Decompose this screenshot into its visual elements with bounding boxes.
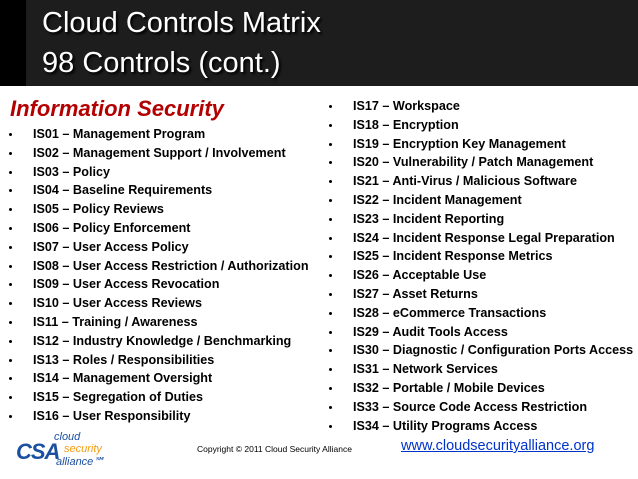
control-item xyxy=(353,343,633,362)
logo-word-security: security xyxy=(64,443,102,455)
control-item xyxy=(353,287,633,306)
bullet-icon xyxy=(329,180,332,183)
bullet-icon xyxy=(9,265,12,268)
bullet-icon xyxy=(9,359,12,362)
control-item xyxy=(33,165,309,184)
control-item xyxy=(353,362,633,381)
control-item-label: IS26 – Acceptable Use xyxy=(353,268,487,283)
bullet-icon xyxy=(9,246,12,249)
control-item xyxy=(33,315,309,334)
control-item-label: IS21 – Anti-Virus / Malicious Software xyxy=(353,174,577,189)
control-item xyxy=(353,118,633,137)
control-item-label: IS28 – eCommerce Transactions xyxy=(353,305,547,320)
control-item xyxy=(353,381,633,400)
bullet-icon xyxy=(329,406,332,409)
bullet-icon xyxy=(9,377,12,380)
logo-word-cloud: cloud xyxy=(54,431,81,443)
control-item-label: IS31 – Network Services xyxy=(353,362,498,377)
bullet-icon xyxy=(329,199,332,202)
control-item xyxy=(33,202,309,221)
csa-logo xyxy=(16,431,116,471)
control-item-label: IS32 – Portable / Mobile Devices xyxy=(353,380,545,395)
bullet-icon xyxy=(329,143,332,146)
bullet-icon xyxy=(329,368,332,371)
control-item-label: IS12 – Industry Knowledge / Benchmarking xyxy=(33,333,292,348)
control-item-label: IS29 – Audit Tools Access xyxy=(353,324,508,339)
slide-subtitle: 98 Controls (cont.) xyxy=(42,47,281,79)
bullet-icon xyxy=(329,124,332,127)
control-item xyxy=(353,155,633,174)
control-item-label: IS15 – Segregation of Duties xyxy=(33,390,204,405)
control-item xyxy=(353,99,633,118)
bullet-icon xyxy=(329,237,332,240)
control-item xyxy=(33,390,309,409)
bullet-icon xyxy=(9,283,12,286)
right-control-list xyxy=(353,99,633,437)
bullet-icon xyxy=(329,274,332,277)
control-item xyxy=(353,193,633,212)
control-item xyxy=(33,296,309,315)
control-item-label: IS30 – Diagnostic / Configuration Ports Access xyxy=(353,343,634,358)
bullet-icon xyxy=(329,161,332,164)
control-item xyxy=(353,174,633,193)
control-item-label: IS23 – Incident Reporting xyxy=(353,211,505,226)
control-item-label: IS07 – User Access Policy xyxy=(33,239,189,254)
bullet-icon xyxy=(9,133,12,136)
control-item-label: IS22 – Incident Management xyxy=(353,192,522,207)
control-item xyxy=(33,146,309,165)
control-item-label: IS01 – Management Program xyxy=(33,127,206,141)
bullet-icon xyxy=(9,340,12,343)
section-title: Information Security xyxy=(10,96,224,121)
control-item xyxy=(33,127,309,146)
control-item xyxy=(33,371,309,390)
title-bar-accent xyxy=(0,0,26,86)
control-item-label: IS04 – Baseline Requirements xyxy=(33,183,213,198)
control-item-label: IS18 – Encryption xyxy=(353,117,459,132)
control-item xyxy=(353,325,633,344)
copyright-text: Copyright © 2011 Cloud Security Alliance xyxy=(197,444,352,454)
bullet-icon xyxy=(9,227,12,230)
control-item-label: IS10 – User Access Reviews xyxy=(33,296,202,311)
control-item-label: IS27 – Asset Returns xyxy=(353,286,478,301)
bullet-icon xyxy=(329,255,332,258)
control-item xyxy=(353,400,633,419)
control-item xyxy=(33,277,309,296)
control-item xyxy=(353,231,633,250)
control-item-label: IS34 – Utility Programs Access xyxy=(353,418,538,433)
bullet-icon xyxy=(9,302,12,305)
control-item xyxy=(353,268,633,287)
left-control-list xyxy=(33,127,309,428)
control-item-label: IS25 – Incident Response Metrics xyxy=(353,249,553,264)
control-item-label: IS06 – Policy Enforcement xyxy=(33,220,191,235)
logo-word-alliance: alliance℠ xyxy=(56,456,105,468)
control-item-label: IS14 – Management Oversight xyxy=(33,371,213,386)
control-item-label: IS13 – Roles / Responsibilities xyxy=(33,352,215,367)
bullet-icon xyxy=(9,321,12,324)
control-item-label: IS17 – Workspace xyxy=(353,99,460,113)
control-item-label: IS16 – User Responsibility xyxy=(33,408,191,423)
bullet-icon xyxy=(329,312,332,315)
control-item-label: IS24 – Incident Response Legal Preparation xyxy=(353,230,615,245)
control-item xyxy=(33,221,309,240)
bullet-icon xyxy=(329,331,332,334)
control-item xyxy=(353,137,633,156)
control-item-label: IS05 – Policy Reviews xyxy=(33,202,164,217)
bullet-icon xyxy=(9,152,12,155)
control-item-label: IS11 – Training / Awareness xyxy=(33,314,198,329)
bullet-icon xyxy=(329,349,332,352)
bullet-icon xyxy=(9,396,12,399)
bullet-icon xyxy=(9,189,12,192)
control-item xyxy=(33,183,309,202)
control-item-label: IS09 – User Access Revocation xyxy=(33,277,220,292)
control-item xyxy=(33,353,309,372)
bullet-icon xyxy=(329,105,332,108)
control-item-label: IS33 – Source Code Access Restriction xyxy=(353,399,588,414)
control-item-label: IS19 – Encryption Key Management xyxy=(353,136,566,151)
slide-title: Cloud Controls Matrix xyxy=(42,7,321,39)
control-item xyxy=(353,212,633,231)
control-item xyxy=(33,409,309,428)
website-link[interactable]: www.cloudsecurityalliance.org xyxy=(401,438,595,454)
control-item-label: IS03 – Policy xyxy=(33,164,111,179)
bullet-icon xyxy=(9,415,12,418)
bullet-icon xyxy=(329,387,332,390)
bullet-icon xyxy=(329,293,332,296)
title-bar xyxy=(0,0,638,86)
control-item-label: IS20 – Vulnerability / Patch Management xyxy=(353,155,594,170)
control-item xyxy=(33,240,309,259)
control-item xyxy=(353,419,633,438)
bullet-icon xyxy=(9,171,12,174)
bullet-icon xyxy=(329,425,332,428)
bullet-icon xyxy=(329,218,332,221)
control-item xyxy=(33,259,309,278)
control-item-label: IS08 – User Access Restriction / Authorization xyxy=(33,258,309,273)
control-item xyxy=(353,306,633,325)
control-item-label: IS02 – Management Support / Involvement xyxy=(33,145,286,160)
bullet-icon xyxy=(9,208,12,211)
control-item xyxy=(353,249,633,268)
control-item xyxy=(33,334,309,353)
logo-mark: CSA xyxy=(16,439,60,464)
